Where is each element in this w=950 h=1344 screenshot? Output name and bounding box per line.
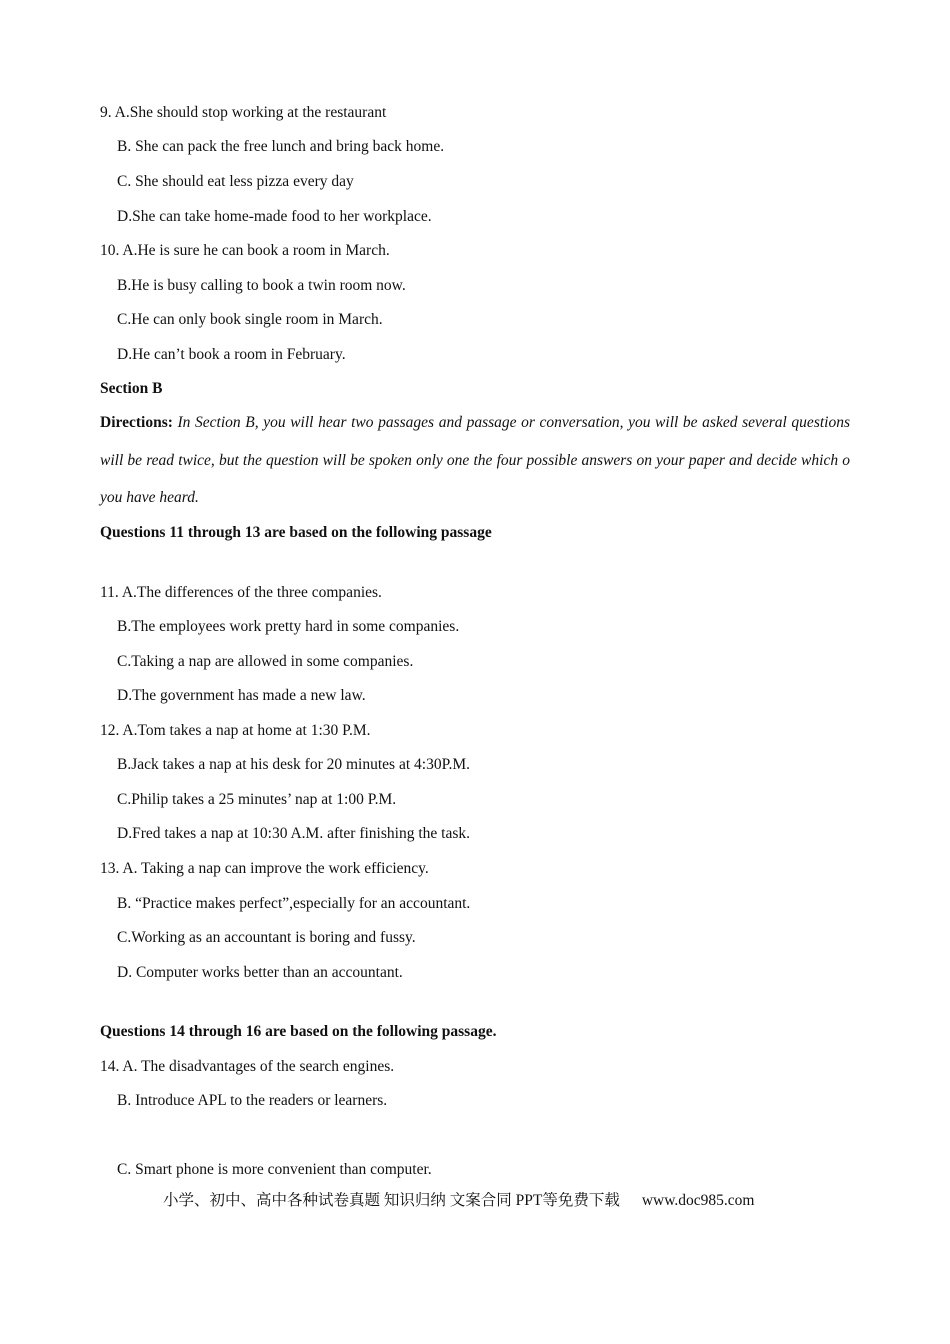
- directions-text: In Section B, you will hear two passages and passage or conversation, you will be asked several questions will be read twice, but the question will be spoken only one the four possible answers on your paper and decide which o you have heard.: [100, 414, 850, 506]
- directions-paragraph: [100, 404, 850, 517]
- question-13-option-c: C.Working as an accountant is boring and fussy.: [117, 929, 416, 946]
- section-b-heading: Section B: [100, 380, 163, 397]
- directions-label: Directions:: [100, 414, 173, 431]
- question-9-option-d: D.She can take home-made food to her workplace.: [117, 208, 432, 225]
- question-14-option-b: B. Introduce APL to the readers or learners.: [117, 1092, 388, 1109]
- question-10: 10. A.He is sure he can book a room in March.: [100, 242, 390, 259]
- question-12: 12. A.Tom takes a nap at home at 1:30 P.M.: [100, 722, 371, 739]
- question-10-option-b: B.He is busy calling to book a twin room now.: [117, 277, 406, 294]
- footer-text: 小学、初中、高中各种试卷真题 知识归纳 文案合同 PPT等免费下载: [163, 1192, 620, 1209]
- group-14-16-heading: Questions 14 through 16 are based on the following passage.: [100, 1023, 497, 1040]
- group-11-13-heading: Questions 11 through 13 are based on the following passage: [100, 524, 492, 541]
- question-9-option-b: B. She can pack the free lunch and bring back home.: [117, 138, 445, 155]
- question-13-option-d: D. Computer works better than an accountant.: [117, 964, 403, 981]
- footer-url[interactable]: www.doc985.com: [641, 1192, 755, 1209]
- question-11-option-c: C.Taking a nap are allowed in some companies.: [117, 653, 414, 670]
- question-9-option-c: C. She should eat less pizza every day: [117, 173, 354, 190]
- page-footer: [163, 1191, 754, 1211]
- question-12-option-d: D.Fred takes a nap at 10:30 A.M. after finishing the task.: [117, 825, 470, 842]
- question-12-option-b: B.Jack takes a nap at his desk for 20 minutes at 4:30P.M.: [117, 756, 471, 773]
- question-9: 9. A.She should stop working at the restaurant: [100, 104, 387, 121]
- question-11-option-d: D.The government has made a new law.: [117, 687, 366, 704]
- question-14: 14. A. The disadvantages of the search engines.: [100, 1058, 395, 1075]
- question-10-option-c: C.He can only book single room in March.: [117, 311, 383, 328]
- question-11: 11. A.The differences of the three companies.: [100, 584, 382, 601]
- question-14-option-c: C. Smart phone is more convenient than computer.: [117, 1161, 432, 1178]
- question-10-option-d: D.He can’t book a room in February.: [117, 346, 346, 363]
- question-11-option-b: B.The employees work pretty hard in some companies.: [117, 618, 460, 635]
- question-13-option-b: B. “Practice makes perfect”,especially for an accountant.: [117, 895, 471, 912]
- question-12-option-c: C.Philip takes a 25 minutes’ nap at 1:00 P.M.: [117, 791, 397, 808]
- question-13: 13. A. Taking a nap can improve the work efficiency.: [100, 860, 429, 877]
